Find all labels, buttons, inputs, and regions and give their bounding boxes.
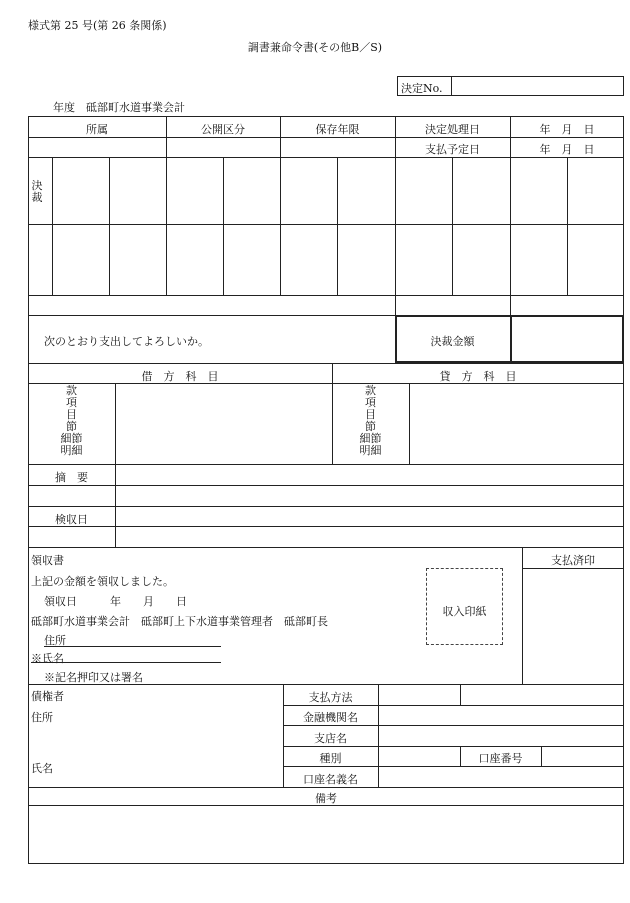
account-type-label: 種別 (319, 752, 342, 765)
inspection-date-label: 検収日 (55, 513, 88, 526)
creditor-name-label: 氏名 (31, 762, 53, 775)
remarks-label: 備考 (315, 792, 337, 805)
bank-name-label: 金融機関名 (303, 711, 358, 724)
decision-no-label: 決定No. (401, 82, 443, 95)
statement-text: 次のとおり支出してよろしいか。 (44, 335, 209, 348)
receipt-text: 上記の金額を領収しました。 (31, 575, 174, 588)
branch-name-label: 支店名 (314, 732, 347, 745)
approval-amount-label: 決裁金額 (430, 335, 475, 348)
retention-header: 保存年限 (315, 123, 360, 136)
fiscal-year-org: 年度 砥部町水道事業会計 (53, 101, 185, 114)
receipt-address-label: 住所 (44, 634, 66, 647)
revenue-stamp-label: 収入印紙 (442, 605, 487, 618)
received-date: 領収日 年 月 日 (44, 595, 187, 608)
receipt-name-label: ※氏名 (31, 652, 64, 665)
affiliation-header: 所属 (86, 123, 108, 136)
approval-label: 決 裁 (31, 179, 43, 204)
page-title: 調書兼命令書(その他B／S) (247, 41, 383, 54)
decision-date-label: 決定処理日 (425, 123, 480, 136)
receipt-title: 領収書 (31, 554, 64, 567)
credit-items: 款 項 目 節 細節 明細 (359, 384, 382, 457)
credit-title: 貸 方 科 目 (439, 370, 517, 383)
form-number: 様式第 25 号(第 26 条関係) (28, 19, 167, 32)
creditor-address-label: 住所 (31, 711, 53, 724)
receipt-addressee: 砥部町水道事業会計 砥部町上下水道事業管理者 砥部町長 (31, 615, 328, 628)
creditor-title: 債権者 (31, 690, 64, 703)
account-holder-label: 口座名義名 (303, 773, 358, 786)
disclosure-header: 公開区分 (201, 123, 245, 136)
decision-date-value: 年 月 日 (539, 123, 595, 136)
payment-method-label: 支払方法 (308, 691, 353, 704)
payment-date-label: 支払予定日 (425, 143, 480, 156)
revenue-stamp-box (426, 568, 503, 645)
summary-label: 摘 要 (55, 471, 88, 484)
account-number-label: 口座番号 (478, 752, 523, 765)
debit-title: 借 方 科 目 (141, 370, 219, 383)
payment-date-value: 年 月 日 (539, 143, 595, 156)
debit-items: 款 項 目 節 細節 明細 (60, 384, 83, 457)
receipt-note: ※記名押印又は署名 (44, 671, 143, 684)
paid-stamp-label: 支払済印 (551, 554, 595, 567)
